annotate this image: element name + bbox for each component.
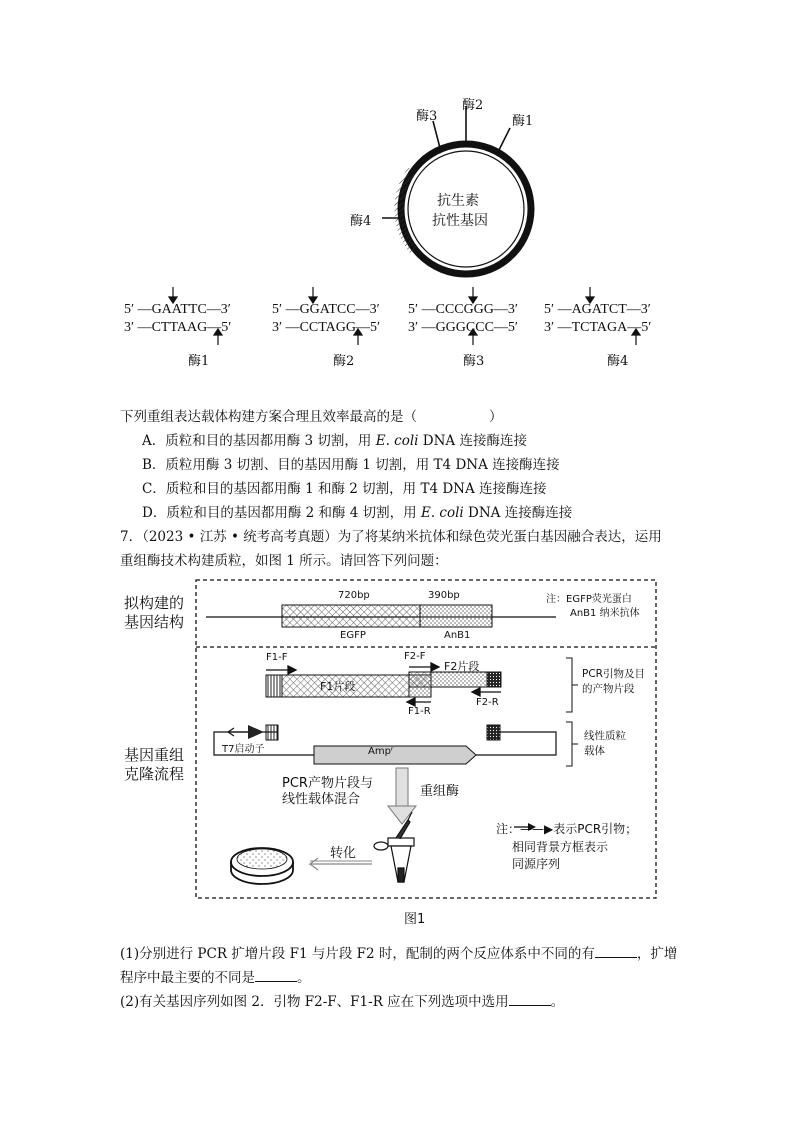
fig-left-label2-line1: 基因重组 [124, 746, 185, 764]
plasmid-center-line2: 抗性基因 [432, 213, 488, 229]
bp390-label: 390bp [428, 590, 460, 601]
transform-label: 转化 [330, 846, 357, 861]
t7-label: T7启动子 [222, 744, 265, 755]
f2r-label: F2-R [476, 697, 499, 708]
answer-blank[interactable] [509, 993, 551, 1006]
f1-left-homology [266, 675, 282, 697]
f1r-label: F1-R [408, 706, 431, 717]
site2-top-strand: 5′ —GGATCC—3′ [272, 302, 380, 317]
site3-label: 酶3 [463, 354, 485, 369]
note-bottom-line3: 同源序列 [512, 857, 561, 871]
site4-bottom-strand: 3′ —TCTAGA—5′ [544, 320, 652, 335]
q6-option-c: C．质粒和目的基因都用酶 1 和酶 2 切割，用 T4 DNA 连接酶连接 [142, 481, 547, 497]
q6-stem: 下列重组表达载体构建方案合理且效率最高的是（ ） [120, 409, 503, 425]
vector-label-line2: 载体 [584, 745, 605, 757]
plasmid-enzyme2-label: 酶2 [462, 98, 484, 113]
note-bottom-line1: 注：——▶表示PCR引物； [496, 822, 638, 836]
answer-blank[interactable] [255, 969, 297, 982]
plasmid-enzyme3-label: 酶3 [416, 109, 438, 124]
plasmid-enzyme1-label: 酶1 [512, 114, 534, 129]
egfp-label: EGFP [340, 630, 366, 641]
fig-left-label1-line1: 拟构建的 [124, 594, 185, 612]
bp720-label: 720bp [338, 590, 370, 601]
q6-option-a: A．质粒和目的基因都用酶 3 切割，用 E. coli DNA 连接酶连接 [142, 433, 527, 449]
mix-line1: PCR产物片段与 [282, 776, 373, 791]
vector-label-line1: 线性质粒 [584, 730, 626, 742]
plasmid-center-line1: 抗生素 [437, 193, 479, 209]
microcentrifuge-tube [374, 812, 414, 882]
figure1-caption: 图1 [404, 912, 426, 927]
f2f-label: F2-F [404, 651, 426, 662]
site1-top-strand: 5′ —GAATTC—3′ [124, 302, 231, 317]
site4-top-strand: 5′ —AGATCT—3′ [544, 302, 651, 317]
sub-question-2: (2)有关基因序列如图 2．引物 F2-F、F1-R 应在下列选项中选用 。 [120, 994, 565, 1010]
vector-left-homology [266, 725, 278, 740]
recombinase-label: 重组酶 [420, 784, 460, 799]
f2-right-homology [487, 672, 501, 687]
answer-blank[interactable] [595, 945, 637, 958]
process-down-arrow [388, 806, 416, 824]
anb1-label: AnB1 [444, 630, 471, 641]
f2-fragment-label: F2片段 [444, 660, 480, 673]
fig-left-label1-line2: 基因结构 [124, 613, 185, 631]
t7-promoter-triangle [248, 725, 264, 739]
f2-fragment-block [431, 672, 487, 687]
site3-top-strand: 5′ —CCCGGG—3′ [408, 302, 518, 317]
mix-line2: 线性载体混合 [282, 792, 361, 807]
q6-option-b: B．质粒用酶 3 切割、目的基因用酶 1 切割，用 T4 DNA 连接酶连接 [142, 457, 560, 473]
site4-label: 酶4 [607, 354, 629, 369]
vector-right-homology [487, 725, 500, 740]
site1-label: 酶1 [188, 354, 210, 369]
q7-line1: 7．（2023 • 江苏 • 统考高考真题）为了将某纳米抗体和绿色荧光蛋白基因融合表达，运用 [120, 529, 662, 545]
site1-bottom-strand: 3′ —CTTAAG—5′ [124, 320, 232, 335]
q7-line2: 重组酶技术构建质粒，如图 1 所示。请回答下列问题： [120, 553, 448, 569]
q6-option-d: D．质粒和目的基因都用酶 2 和酶 4 切割，用 E. coli DNA 连接酶连接 [142, 505, 573, 521]
pcr-label-line1: PCR引物及目 [582, 668, 645, 680]
f1-fragment-label: F1片段 [320, 680, 356, 693]
site3-bottom-strand: 3′ —GGGCCC—5′ [408, 320, 518, 335]
site2-bottom-strand: 3′ —CCTAGG—5′ [272, 320, 381, 335]
egfp-block [282, 605, 420, 627]
anb1-block [420, 605, 492, 627]
site2-label: 酶2 [333, 354, 355, 369]
pcr-label-line2: 的产物片段 [582, 683, 635, 695]
sub-question-1-line1: (1)分别进行 PCR 扩增片段 F1 与片段 F2 时，配制的两个反应体系中不同的有 ，扩增 [120, 946, 678, 962]
ampr-gene-block [314, 746, 476, 764]
sub-question-1-line2: 程序中最主要的不同是 。 [120, 970, 311, 986]
note-top-line2: AnB1 纳米抗体 [570, 608, 640, 619]
f2-left-homology [409, 672, 431, 687]
note-bottom-line2: 相同背景方框表示 [512, 840, 609, 854]
f1f-label: F1-F [266, 652, 288, 663]
fig-left-label2-line2: 克隆流程 [124, 765, 185, 783]
amp-label: Ampʳ [368, 746, 394, 757]
plasmid-enzyme4-label: 酶4 [350, 214, 372, 229]
note-top-line1: 注：EGFP荧光蛋白 [546, 594, 632, 605]
